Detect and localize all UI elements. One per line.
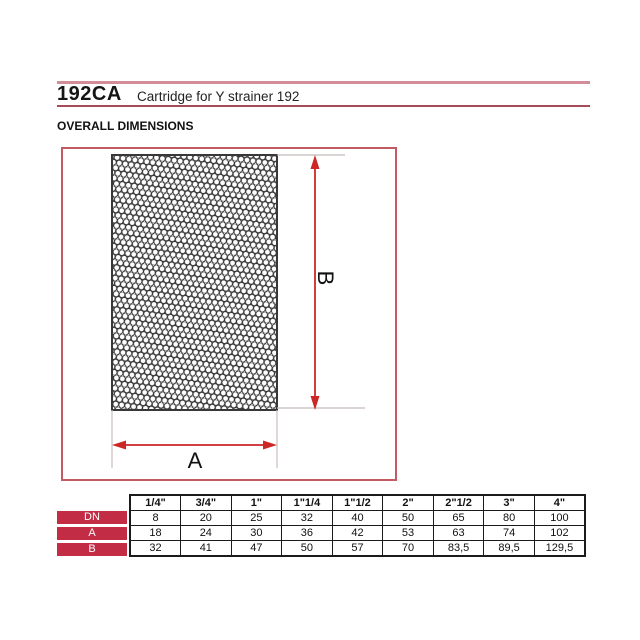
table-cell: 40 [332, 511, 383, 526]
cartridge-mesh [112, 155, 277, 410]
column-header: 3" [484, 495, 535, 511]
table-cell: 25 [231, 511, 282, 526]
table-cell: 20 [181, 511, 232, 526]
table-cell: 129,5 [534, 541, 585, 557]
header-rule-bottom [57, 105, 590, 107]
table-cell: 53 [383, 526, 434, 541]
overall-dimensions-diagram [61, 147, 397, 481]
arrow-left-icon [112, 441, 126, 450]
table-cell: 50 [383, 511, 434, 526]
product-code: 192CA [57, 83, 122, 105]
table-cell: 24 [181, 526, 232, 541]
table-cell: 36 [282, 526, 333, 541]
table-cell: 41 [181, 541, 232, 557]
section-heading: OVERALL DIMENSIONS [57, 119, 194, 133]
column-header: 1" [231, 495, 282, 511]
product-title: Cartridge for Y strainer 192 [137, 89, 300, 104]
table-cell: 8 [130, 511, 181, 526]
table-row [130, 511, 585, 526]
row-labels [57, 511, 127, 559]
table-cell: 70 [383, 541, 434, 557]
column-header: 1/4" [130, 495, 181, 511]
arrow-up-icon [311, 155, 320, 169]
table-cell: 50 [282, 541, 333, 557]
table-row [130, 541, 585, 557]
dimension-label-a: A [187, 448, 203, 473]
row-label-dn: DN [57, 511, 127, 524]
column-header: 2" [383, 495, 434, 511]
row-label-a: A [57, 527, 127, 540]
table-cell: 89,5 [484, 541, 535, 557]
column-header: 1"1/2 [332, 495, 383, 511]
table-cell: 30 [231, 526, 282, 541]
table-cell: 32 [282, 511, 333, 526]
column-header: 3/4" [181, 495, 232, 511]
table-cell: 102 [534, 526, 585, 541]
diagram-svg [61, 147, 397, 481]
table-cell: 57 [332, 541, 383, 557]
header-rule-top [57, 81, 590, 84]
table-cell: 83,5 [433, 541, 484, 557]
table-cell: 63 [433, 526, 484, 541]
column-header: 2"1/2 [433, 495, 484, 511]
table-cell: 47 [231, 541, 282, 557]
table-row [130, 526, 585, 541]
table-cell: 100 [534, 511, 585, 526]
table-cell: 18 [130, 526, 181, 541]
table-cell: 42 [332, 526, 383, 541]
table-cell: 65 [433, 511, 484, 526]
table-cell: 80 [484, 511, 535, 526]
table-header-row [130, 495, 585, 511]
arrow-right-icon [263, 441, 277, 450]
column-header: 4" [534, 495, 585, 511]
row-label-b: B [57, 543, 127, 556]
table-cell: 32 [130, 541, 181, 557]
table-cell: 74 [484, 526, 535, 541]
column-header: 1"1/4 [282, 495, 333, 511]
dimensions-table [129, 494, 586, 557]
dimension-label-b: B [313, 270, 339, 286]
table-body [130, 511, 585, 557]
dimensions-table-area [57, 494, 586, 560]
